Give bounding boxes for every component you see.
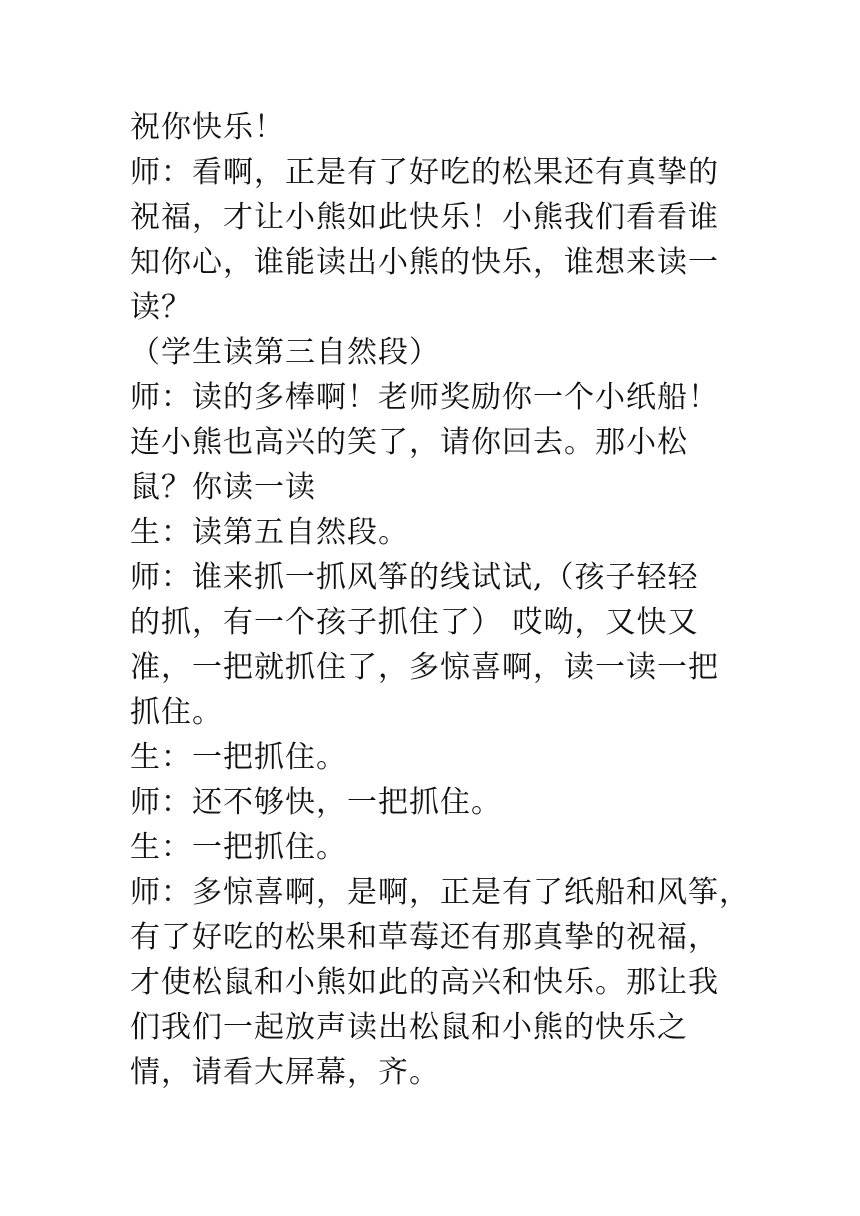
text-line: 生：一把抓住。 bbox=[130, 740, 347, 775]
text-line: 知你心，谁能读出小熊的快乐，谁想来读一 bbox=[130, 245, 719, 280]
text-line: 们我们一起放声读出松鼠和小熊的快乐之 bbox=[130, 1010, 688, 1045]
text-line: （学生读第三自然段） bbox=[130, 335, 440, 370]
text-line: 准，一把就抓住了，多惊喜啊，读一读一把 bbox=[130, 650, 719, 685]
text-line: 连小熊也高兴的笑了，请你回去。那小松 bbox=[130, 425, 688, 460]
text-line: 师：看啊，正是有了好吃的松果还有真挚的 bbox=[130, 155, 719, 190]
body-text bbox=[130, 105, 750, 1095]
text-line: 祝你快乐！ bbox=[130, 110, 285, 145]
text-line: 师：还不够快，一把抓住。 bbox=[130, 785, 502, 820]
text-line: 抓住。 bbox=[130, 695, 223, 730]
text-line: 生：读第五自然段。 bbox=[130, 515, 409, 550]
text-line: 师：谁来抓一抓风筝的线试试,（孩子轻轻 bbox=[130, 560, 699, 595]
text-line: 祝福，才让小熊如此快乐！小熊我们看看谁 bbox=[130, 200, 719, 235]
text-line: 才使松鼠和小熊如此的高兴和快乐。那让我 bbox=[130, 965, 719, 1000]
text-line: 生：一把抓住。 bbox=[130, 830, 347, 865]
text-line: 师：读的多棒啊！老师奖励你一个小纸船！ bbox=[130, 380, 719, 415]
text-line: 读？ bbox=[130, 290, 192, 325]
text-line: 鼠？你读一读 bbox=[130, 470, 316, 505]
text-line: 情，请看大屏幕，齐。 bbox=[130, 1055, 440, 1090]
text-line: 有了好吃的松果和草莓还有那真挚的祝福， bbox=[130, 920, 719, 955]
text-line: 的抓，有一个孩子抓住了） 哎呦，又快又 bbox=[130, 605, 699, 640]
text-line: 师：多惊喜啊，是啊，正是有了纸船和风筝， bbox=[130, 875, 750, 910]
